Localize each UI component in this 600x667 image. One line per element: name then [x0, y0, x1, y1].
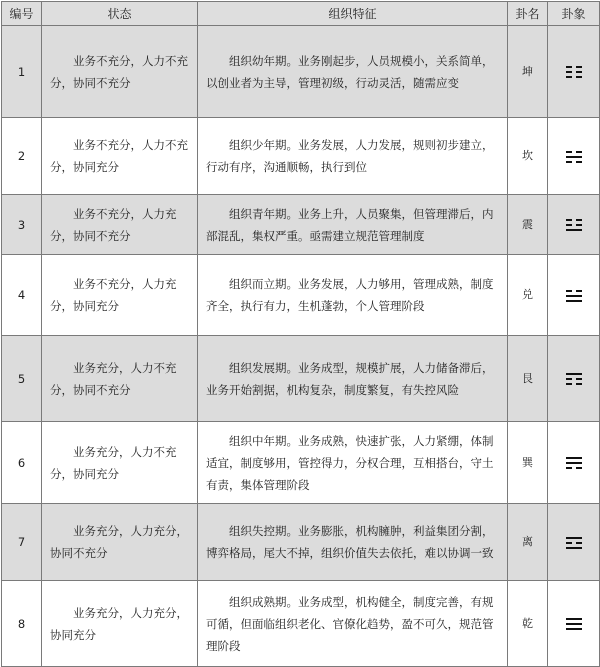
- yin-line: [566, 219, 582, 221]
- row-number-text: 8: [17, 616, 26, 631]
- yin-line: [566, 161, 582, 163]
- trigram-symbol-icon: [548, 195, 600, 255]
- row-number-text: 3: [17, 217, 26, 232]
- row-trigram-name-text: 艮: [522, 371, 533, 385]
- row-number-text: 7: [17, 535, 26, 549]
- row-features: [198, 255, 508, 336]
- yin-line: [566, 66, 582, 68]
- header-row: [2, 2, 600, 26]
- row-trigram-name: [508, 504, 548, 581]
- row-features-text: 组织青年期。业务上升，人员聚集，但管理滞后，内部混乱，集权严重。亟需建立规范管理制度: [206, 206, 494, 243]
- yin-line: [566, 383, 582, 385]
- trigram-icon: [566, 216, 582, 234]
- row-trigram-name-text: 坤: [522, 64, 533, 78]
- row-status-text: 业务充分，人力不充分，协同充分: [50, 444, 177, 481]
- row-number-text: 6: [17, 455, 26, 470]
- table-row: [2, 581, 600, 667]
- yang-line: [566, 300, 582, 302]
- row-status: [42, 195, 198, 255]
- trigram-symbol-icon: [548, 422, 600, 504]
- trigram-symbol-icon: [548, 118, 600, 195]
- yin-line: [566, 224, 582, 226]
- row-number-text: 2: [17, 149, 26, 163]
- row-trigram-name: [508, 195, 548, 255]
- row-features: [198, 195, 508, 255]
- header-symbol: 卦象: [548, 2, 600, 26]
- row-status-text: 业务充分，人力不充分，协同不充分: [50, 360, 177, 397]
- row-trigram-name-text: 乾: [522, 616, 533, 630]
- row-status: [42, 118, 198, 195]
- row-number: [2, 504, 42, 581]
- yin-line: [566, 290, 582, 292]
- row-features-text: 组织而立期。业务发展，人力够用，管理成熟，制度齐全，执行有力，生机蓬勃，个人管理阶段: [206, 277, 494, 313]
- table-row: [2, 118, 600, 195]
- row-number: [2, 26, 42, 118]
- yang-line: [566, 295, 582, 297]
- header-status: 状态: [42, 2, 198, 26]
- row-status: [42, 336, 198, 422]
- row-trigram-name: [508, 581, 548, 667]
- row-status: [42, 504, 198, 581]
- organization-stage-table: [1, 1, 600, 667]
- trigram-symbol-icon: [548, 255, 600, 336]
- trigram-icon: [566, 148, 582, 166]
- row-status-text: 业务不充分，人力不充分，协同不充分: [50, 53, 188, 90]
- row-status: [42, 581, 198, 667]
- trigram-symbol-icon: [548, 336, 600, 422]
- yang-line: [566, 628, 582, 630]
- row-status-text: 业务不充分，人力不充分，协同充分: [50, 138, 188, 174]
- row-trigram-name-text: 巽: [522, 455, 533, 469]
- row-trigram-name-text: 离: [522, 535, 533, 548]
- table-row: [2, 26, 600, 118]
- yang-line: [566, 547, 582, 549]
- row-features-text: 组织成熟期。业务成型，机构健全，制度完善，有规可循，但面临组织老化、官僚化趋势，盈不可久，规范管理阶段: [206, 594, 494, 653]
- row-trigram-name-text: 震: [522, 217, 533, 231]
- trigram-icon: [566, 370, 582, 388]
- row-features: [198, 422, 508, 504]
- row-status: [42, 255, 198, 336]
- yang-line: [566, 156, 582, 158]
- yang-line: [566, 457, 582, 459]
- trigram-symbol-icon: [548, 26, 600, 118]
- row-number: [2, 336, 42, 422]
- row-features: [198, 118, 508, 195]
- yin-line: [566, 378, 582, 380]
- row-trigram-name: [508, 26, 548, 118]
- yin-line: [566, 71, 582, 73]
- row-features: [198, 26, 508, 118]
- table-row: [2, 422, 600, 504]
- row-features-text: 组织幼年期。业务刚起步，人员规模小，关系简单，以创业者为主导，管理初级，行动灵活，随需应变: [206, 53, 494, 90]
- row-status-text: 业务不充分，人力充分，协同充分: [50, 277, 177, 313]
- table-row: [2, 504, 600, 581]
- yang-line: [566, 618, 582, 620]
- header-num: 编号: [2, 2, 42, 26]
- row-features-text: 组织失控期。业务膨胀，机构臃肿，利益集团分割，博弈格局，尾大不掉，组织价值失去依托，难以协调一致: [206, 524, 494, 560]
- yang-line: [566, 373, 582, 375]
- row-features-text: 组织少年期。业务发展，人力发展，规则初步建立，行动有序，沟通顺畅，执行到位: [206, 138, 494, 174]
- row-features: [198, 504, 508, 581]
- trigram-symbol-icon: [548, 581, 600, 667]
- trigram-icon: [566, 287, 582, 305]
- row-features-text: 组织中年期。业务成熟，快速扩张，人力紧绷，体制适宜，制度够用，管控得力，分权合理，互相搭台，守土有责，集体管理阶段: [206, 433, 494, 492]
- row-features: [198, 336, 508, 422]
- row-trigram-name: [508, 336, 548, 422]
- row-trigram-name: [508, 255, 548, 336]
- row-number: [2, 195, 42, 255]
- table-row: [2, 255, 600, 336]
- header-name: 卦名: [508, 2, 548, 26]
- row-number: [2, 255, 42, 336]
- header-features: 组织特征: [198, 2, 508, 26]
- row-status-text: 业务充分，人力充分，协同充分: [50, 605, 188, 642]
- row-status: [42, 422, 198, 504]
- yang-line: [566, 623, 582, 625]
- trigram-icon: [566, 63, 582, 81]
- row-trigram-name-text: 坎: [522, 149, 533, 162]
- row-trigram-name: [508, 422, 548, 504]
- yin-line: [566, 467, 582, 469]
- yang-line: [566, 537, 582, 539]
- yin-line: [566, 542, 582, 544]
- row-number: [2, 118, 42, 195]
- row-number-text: 5: [17, 371, 26, 386]
- table-row: [2, 336, 600, 422]
- row-features: [198, 581, 508, 667]
- row-trigram-name: [508, 118, 548, 195]
- row-number: [2, 581, 42, 667]
- row-status: [42, 26, 198, 118]
- yang-line: [566, 229, 582, 231]
- table-row: [2, 195, 600, 255]
- trigram-symbol-icon: [548, 504, 600, 581]
- row-status-text: 业务不充分，人力充分，协同不充分: [50, 206, 177, 243]
- row-features-text: 组织发展期。业务成型，规模扩展，人力储备滞后，业务开始割据，机构复杂，制度繁复，有失控风险: [206, 360, 494, 397]
- yin-line: [566, 151, 582, 153]
- trigram-icon: [566, 454, 582, 472]
- row-number-text: 1: [17, 64, 26, 79]
- trigram-icon: [566, 534, 582, 552]
- trigram-icon: [566, 615, 582, 633]
- row-number-text: 4: [17, 288, 26, 302]
- row-trigram-name-text: 兑: [522, 288, 533, 301]
- row-number: [2, 422, 42, 504]
- yin-line: [566, 76, 582, 78]
- yang-line: [566, 462, 582, 464]
- row-status-text: 业务充分，人力充分，协同不充分: [50, 524, 188, 560]
